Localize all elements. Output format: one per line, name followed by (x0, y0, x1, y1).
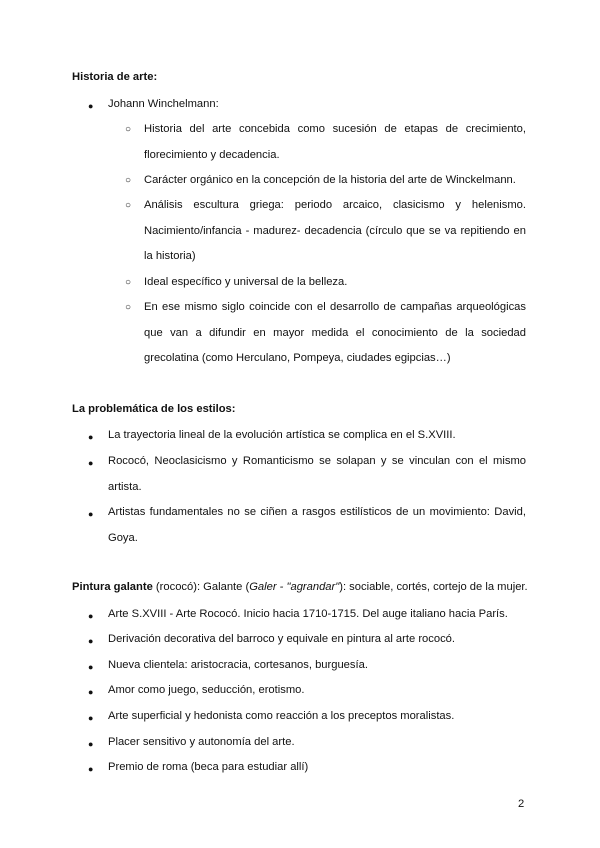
circle-bullet-icon: ○ (125, 175, 132, 186)
list-item-estilos-2: Rococó, Neoclasicismo y Romanticismo se solapan y se vinculan con el mismo artista. (108, 455, 526, 493)
list-item-galante-3: Nueva clientela: aristocracia, cortesanos, burguesía. (108, 659, 368, 671)
bullet-icon: ● (88, 101, 94, 111)
sub-item-1: Historia del arte concebida como sucesión de etapas de crecimiento, florecimiento y decadencia. (144, 123, 526, 161)
list-item-galante-5: Arte superficial y hedonista como reacción a los preceptos moralistas. (108, 710, 455, 722)
list-item-galante-6: Placer sensitivo y autonomía del arte. (108, 736, 295, 748)
bullet-icon: ● (88, 432, 94, 442)
galante-heading-part1: (rococó): Galante ( (152, 581, 250, 593)
bullet-icon: ● (88, 713, 94, 723)
galante-heading-part2: ): sociable, cortés, cortejo de la mujer. (339, 581, 528, 593)
bullet-icon: ● (88, 662, 94, 672)
bullet-icon: ● (88, 509, 94, 519)
list-item-galante-1: Arte S.XVIII - Arte Rococó. Inicio hacia 1710-1715. Del auge italiano hacia París. (108, 608, 508, 620)
sub-item-5: En ese mismo siglo coincide con el desarrollo de campañas arqueológicas que van a difundir en mayor medida el conocimiento de la sociedad grecolatina (como Herculano, Pompeya, ciudades egipcias…) (144, 301, 526, 365)
section-heading-estilos: La problemática de los estilos: (72, 403, 236, 415)
galante-heading-italic: Galer - "agrandar" (249, 581, 340, 593)
list-item-galante-4: Amor como juego, seducción, erotismo. (108, 684, 305, 696)
bullet-icon: ● (88, 611, 94, 621)
sub-item-2: Carácter orgánico en la concepción de la historia del arte de Winckelmann. (144, 174, 516, 186)
circle-bullet-icon: ○ (125, 200, 132, 211)
bullet-icon: ● (88, 739, 94, 749)
bullet-icon: ● (88, 764, 94, 774)
section-heading-galante (72, 579, 528, 595)
circle-bullet-icon: ○ (125, 124, 132, 135)
sub-item-3: Análisis escultura griega: periodo arcaico, clasicismo y helenismo. Nacimiento/infancia - madurez- decadencia (círculo que se va repitiendo en la historia) (144, 199, 526, 263)
list-item-estilos-1: La trayectoria lineal de la evolución artística se complica en el S.XVIII. (108, 429, 456, 441)
page-number: 2 (518, 798, 525, 810)
galante-heading-bold: Pintura galante (72, 581, 153, 593)
bullet-icon: ● (88, 687, 94, 697)
bullet-icon: ● (88, 636, 94, 646)
circle-bullet-icon: ○ (125, 302, 132, 313)
list-item-galante-7: Premio de roma (beca para estudiar allí) (108, 761, 309, 773)
sub-item-4: Ideal específico y universal de la belleza. (144, 276, 348, 288)
list-item-estilos-3: Artistas fundamentales no se ciñen a rasgos estilísticos de un movimiento: David, Goya. (108, 506, 526, 544)
list-item-winchelmann: Johann Winchelmann: (108, 98, 219, 110)
list-item-galante-2: Derivación decorativa del barroco y equivale en pintura al arte rococó. (108, 633, 456, 645)
circle-bullet-icon: ○ (125, 277, 132, 288)
bullet-icon: ● (88, 458, 94, 468)
section-heading-historia: Historia de arte: (72, 71, 158, 83)
